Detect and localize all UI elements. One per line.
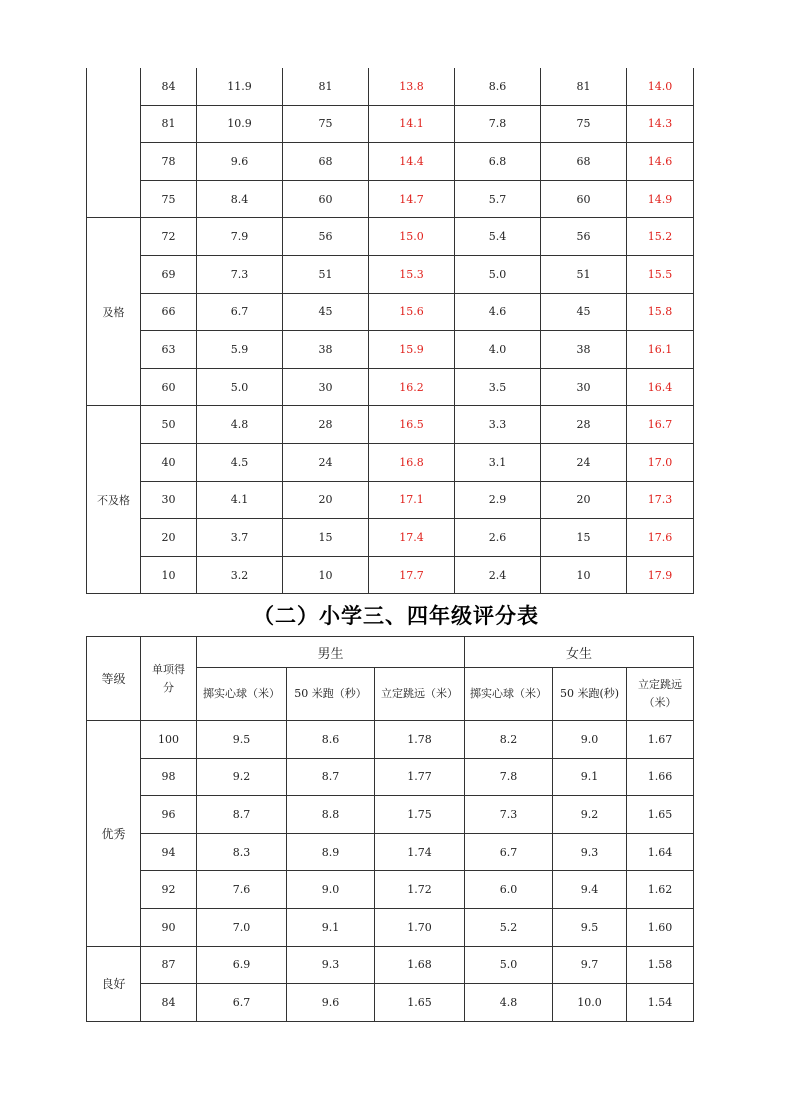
table-row	[87, 833, 694, 871]
score-table-continued	[86, 68, 694, 594]
table-cell: 4.0	[455, 331, 541, 369]
table-cell: 9.4	[553, 871, 627, 909]
table-cell: 78	[141, 143, 197, 181]
table-cell: 1.68	[375, 946, 465, 984]
table-cell: 28	[541, 406, 627, 444]
table-cell: 30	[141, 481, 197, 519]
table-cell: 17.9	[627, 556, 694, 594]
table-row	[87, 143, 694, 181]
header-col-text: 立定跳远（米）	[638, 678, 683, 709]
table-cell: 98	[141, 758, 197, 796]
table-cell: 4.5	[197, 443, 283, 481]
table-cell: 17.4	[369, 519, 455, 557]
table-cell: 5.2	[465, 908, 553, 946]
table-cell: 9.2	[197, 758, 287, 796]
table-cell: 1.70	[375, 908, 465, 946]
grade-cell: 优秀	[87, 721, 141, 947]
table-cell: 1.64	[627, 833, 694, 871]
table-row	[87, 721, 694, 759]
table-cell: 9.6	[197, 143, 283, 181]
header-score	[141, 637, 197, 721]
table-cell: 7.6	[197, 871, 287, 909]
table-cell: 8.8	[287, 796, 375, 834]
table-cell: 9.1	[553, 758, 627, 796]
table-cell: 1.58	[627, 946, 694, 984]
table-cell: 81	[141, 105, 197, 143]
table-row	[87, 758, 694, 796]
table-cell: 16.8	[369, 443, 455, 481]
table-cell: 90	[141, 908, 197, 946]
table-cell: 14.3	[627, 105, 694, 143]
table-cell: 94	[141, 833, 197, 871]
table-cell: 17.6	[627, 519, 694, 557]
table-cell: 16.7	[627, 406, 694, 444]
table-cell: 5.0	[197, 368, 283, 406]
table-cell: 50	[141, 406, 197, 444]
grade-3-4-score-table	[86, 636, 694, 1022]
table-row	[87, 105, 694, 143]
table-cell: 14.7	[369, 180, 455, 218]
table-cell: 68	[283, 143, 369, 181]
table-cell: 17.7	[369, 556, 455, 594]
table-cell: 15.2	[627, 218, 694, 256]
table-cell: 7.8	[455, 105, 541, 143]
table-cell: 8.7	[197, 796, 287, 834]
table-cell: 38	[541, 331, 627, 369]
table-cell: 15.5	[627, 255, 694, 293]
table-cell: 9.6	[287, 984, 375, 1022]
table-cell: 1.65	[375, 984, 465, 1022]
table-row	[87, 293, 694, 331]
table-cell: 8.2	[465, 721, 553, 759]
table-cell: 96	[141, 796, 197, 834]
table-cell: 6.7	[197, 984, 287, 1022]
table-cell: 15	[541, 519, 627, 557]
table-cell: 10	[541, 556, 627, 594]
table-row	[87, 443, 694, 481]
table-cell: 81	[541, 68, 627, 105]
table-cell: 5.4	[455, 218, 541, 256]
header-grade: 等级	[87, 637, 141, 721]
table-cell: 1.74	[375, 833, 465, 871]
table-cell: 15	[283, 519, 369, 557]
table-row	[87, 68, 694, 105]
table-cell: 14.4	[369, 143, 455, 181]
table-cell: 2.9	[455, 481, 541, 519]
table-cell: 6.7	[465, 833, 553, 871]
table-row	[87, 984, 694, 1022]
table-cell: 17.1	[369, 481, 455, 519]
table-cell: 9.0	[287, 871, 375, 909]
table-cell: 1.77	[375, 758, 465, 796]
table-cell: 3.7	[197, 519, 283, 557]
table-cell: 6.7	[197, 293, 283, 331]
section-title: （二）小学三、四年级评分表	[253, 604, 539, 628]
table-cell: 81	[283, 68, 369, 105]
table-cell: 9.5	[197, 721, 287, 759]
table-cell: 60	[283, 180, 369, 218]
table-cell: 4.6	[455, 293, 541, 331]
table-cell: 1.78	[375, 721, 465, 759]
grade-3-4-score-table-body	[87, 721, 694, 1022]
table-cell: 9.3	[287, 946, 375, 984]
table-cell: 4.8	[465, 984, 553, 1022]
table-row	[87, 796, 694, 834]
table-cell: 24	[541, 443, 627, 481]
table-cell: 6.9	[197, 946, 287, 984]
table-cell: 68	[541, 143, 627, 181]
header-col: 掷实心球（米）	[197, 668, 287, 721]
table-cell: 51	[541, 255, 627, 293]
table-cell: 1.62	[627, 871, 694, 909]
table-row	[87, 180, 694, 218]
table-cell: 56	[283, 218, 369, 256]
table-row	[87, 519, 694, 557]
grade-cell: 不及格	[87, 406, 141, 594]
table-cell: 15.9	[369, 331, 455, 369]
table-cell: 9.7	[553, 946, 627, 984]
table-cell: 87	[141, 946, 197, 984]
header-score-text: 单项得分	[152, 662, 185, 694]
table-row	[87, 331, 694, 369]
table-cell: 8.3	[197, 833, 287, 871]
table-cell: 63	[141, 331, 197, 369]
table-cell: 5.0	[465, 946, 553, 984]
header-col	[627, 668, 694, 721]
table-row	[87, 406, 694, 444]
header-col: 50 米跑(秒)	[553, 668, 627, 721]
table-cell: 14.0	[627, 68, 694, 105]
table-cell: 9.1	[287, 908, 375, 946]
table-cell: 75	[541, 105, 627, 143]
table-cell: 10.9	[197, 105, 283, 143]
table-cell: 10.0	[553, 984, 627, 1022]
table-cell: 9.0	[553, 721, 627, 759]
table-cell: 1.60	[627, 908, 694, 946]
table-cell: 20	[283, 481, 369, 519]
header-boys: 男生	[197, 637, 465, 668]
table-cell: 8.6	[287, 721, 375, 759]
table-cell: 92	[141, 871, 197, 909]
header-col: 立定跳远（米）	[375, 668, 465, 721]
table-cell: 38	[283, 331, 369, 369]
table-cell: 5.9	[197, 331, 283, 369]
table-cell: 4.8	[197, 406, 283, 444]
table-row	[87, 556, 694, 594]
table-cell: 6.8	[455, 143, 541, 181]
table-row	[87, 946, 694, 984]
table-cell: 3.3	[455, 406, 541, 444]
table-cell: 10	[283, 556, 369, 594]
table-cell: 7.3	[197, 255, 283, 293]
table-cell: 1.67	[627, 721, 694, 759]
table-cell: 3.1	[455, 443, 541, 481]
table-cell: 8.7	[287, 758, 375, 796]
table-cell: 69	[141, 255, 197, 293]
header-col: 50 米跑（秒）	[287, 668, 375, 721]
table-cell: 14.1	[369, 105, 455, 143]
table-cell: 45	[283, 293, 369, 331]
table-cell: 5.7	[455, 180, 541, 218]
grade-cell: 良好	[87, 946, 141, 1021]
table-cell: 1.75	[375, 796, 465, 834]
table-cell: 30	[283, 368, 369, 406]
table-row	[87, 255, 694, 293]
table-cell: 84	[141, 68, 197, 105]
table-row	[87, 908, 694, 946]
table-cell: 30	[541, 368, 627, 406]
table-cell: 7.8	[465, 758, 553, 796]
table-cell: 11.9	[197, 68, 283, 105]
table-cell: 5.0	[455, 255, 541, 293]
table-cell: 66	[141, 293, 197, 331]
table-cell: 40	[141, 443, 197, 481]
table-row	[87, 218, 694, 256]
table-cell: 1.65	[627, 796, 694, 834]
table-cell: 9.2	[553, 796, 627, 834]
header-girls: 女生	[465, 637, 694, 668]
table-cell: 14.6	[627, 143, 694, 181]
table-cell: 16.5	[369, 406, 455, 444]
table-cell: 6.0	[465, 871, 553, 909]
table-row	[87, 871, 694, 909]
table-cell: 16.1	[627, 331, 694, 369]
table-cell: 51	[283, 255, 369, 293]
table-cell: 3.5	[455, 368, 541, 406]
table-cell: 100	[141, 721, 197, 759]
table-cell: 20	[541, 481, 627, 519]
table-cell: 9.5	[553, 908, 627, 946]
table-cell: 3.2	[197, 556, 283, 594]
table-cell: 16.2	[369, 368, 455, 406]
score-table-continued-body	[87, 68, 694, 594]
table-cell: 14.9	[627, 180, 694, 218]
table-cell: 17.3	[627, 481, 694, 519]
table-cell: 2.6	[455, 519, 541, 557]
table-cell: 2.4	[455, 556, 541, 594]
table-cell: 7.9	[197, 218, 283, 256]
table-cell: 75	[283, 105, 369, 143]
grade-cell: 及格	[87, 218, 141, 406]
table-cell: 75	[141, 180, 197, 218]
table-cell: 1.72	[375, 871, 465, 909]
table-cell: 15.8	[627, 293, 694, 331]
table-cell: 13.8	[369, 68, 455, 105]
table-cell: 4.1	[197, 481, 283, 519]
grade-cell	[87, 68, 141, 218]
table-cell: 60	[141, 368, 197, 406]
table-cell: 1.54	[627, 984, 694, 1022]
table-cell: 24	[283, 443, 369, 481]
table-cell: 15.6	[369, 293, 455, 331]
table-cell: 1.66	[627, 758, 694, 796]
table-cell: 17.0	[627, 443, 694, 481]
table-cell: 7.0	[197, 908, 287, 946]
table-cell: 28	[283, 406, 369, 444]
table-row	[87, 481, 694, 519]
table-cell: 8.6	[455, 68, 541, 105]
table-cell: 10	[141, 556, 197, 594]
table-row	[87, 368, 694, 406]
table-cell: 8.9	[287, 833, 375, 871]
table-cell: 9.3	[553, 833, 627, 871]
table-cell: 15.0	[369, 218, 455, 256]
table-cell: 56	[541, 218, 627, 256]
table-cell: 7.3	[465, 796, 553, 834]
table-cell: 20	[141, 519, 197, 557]
table-cell: 84	[141, 984, 197, 1022]
table-cell: 16.4	[627, 368, 694, 406]
table-cell: 15.3	[369, 255, 455, 293]
table-cell: 60	[541, 180, 627, 218]
table-cell: 45	[541, 293, 627, 331]
table-cell: 72	[141, 218, 197, 256]
header-col: 掷实心球（米）	[465, 668, 553, 721]
table-cell: 8.4	[197, 180, 283, 218]
